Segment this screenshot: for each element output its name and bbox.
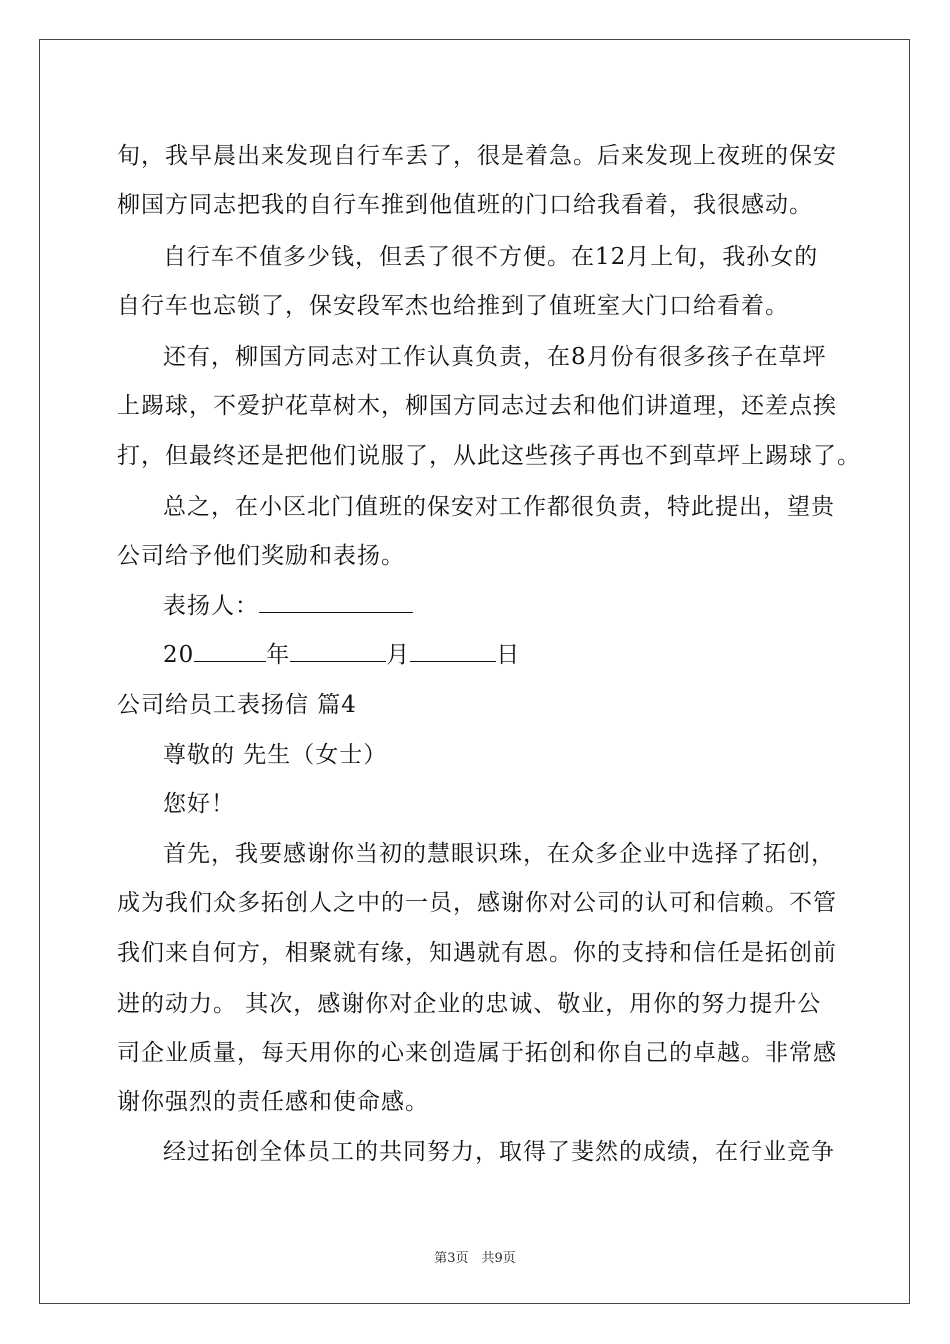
text-line: 总之，在小区北门值班的保安对工作都很负责，特此提出，望贵 <box>163 494 835 520</box>
text-line: 成为我们众多拓创人之中的一员，感谢你对公司的认可和信赖。不管 <box>117 890 837 916</box>
text-line: 打，但最终还是把他们说服了，从此这些孩子再也不到草坪上踢球了。 <box>117 443 861 469</box>
signer-line <box>163 587 413 620</box>
month-blank <box>290 639 386 662</box>
text-line: 我们来自何方，相聚就有缘，知遇就有恩。你的支持和信任是拓创前 <box>117 940 837 966</box>
day-label: 日 <box>496 642 521 668</box>
year-label: 年 <box>266 642 291 668</box>
text-line: 柳国方同志把我的自行车推到他值班的门口给我看着，我很感动。 <box>117 192 813 218</box>
salutation: 尊敬的 先生（女士） <box>163 742 388 768</box>
text-line: 旬，我早晨出来发现自行车丢了，很是着急。后来发现上夜班的保安 <box>117 143 837 169</box>
month-label: 月 <box>386 642 411 668</box>
day-blank <box>410 639 496 662</box>
text-line: 进的动力。 其次，感谢你对企业的忠诚、敬业，用你的努力提升公 <box>117 991 822 1017</box>
text-line: 司企业质量，每天用你的心来创造属于拓创和你自己的卓越。非常感 <box>117 1040 837 1066</box>
text-line: 还有，柳国方同志对工作认真负责，在8月份有很多孩子在草坪 <box>163 344 827 370</box>
text-line: 自行车也忘锁了，保安段军杰也给推到了值班室大门口给看着。 <box>117 293 789 319</box>
text-line: 自行车不值多少钱，但丢了很不方便。在12月上旬，我孙女的 <box>163 244 819 270</box>
date-line <box>163 636 520 669</box>
text-line: 经过拓创全体员工的共同努力，取得了斐然的成绩，在行业竞争 <box>163 1139 835 1165</box>
year-blank <box>194 639 266 662</box>
page-footer: 第3页 共9页 <box>434 1251 516 1266</box>
greeting: 您好！ <box>163 791 235 817</box>
text-line: 公司给予他们奖励和表扬。 <box>117 543 405 569</box>
signer-label: 表扬人： <box>163 593 259 619</box>
signer-blank <box>259 590 413 613</box>
date-century: 20 <box>163 642 195 668</box>
text-line: 首先，我要感谢你当初的慧眼识珠，在众多企业中选择了拓创， <box>163 841 835 867</box>
text-line: 谢你强烈的责任感和使命感。 <box>117 1089 429 1115</box>
text-line: 上踢球，不爱护花草树木，柳国方同志过去和他们讲道理，还差点挨 <box>117 393 837 419</box>
section-heading: 公司给员工表扬信 篇4 <box>117 692 357 718</box>
